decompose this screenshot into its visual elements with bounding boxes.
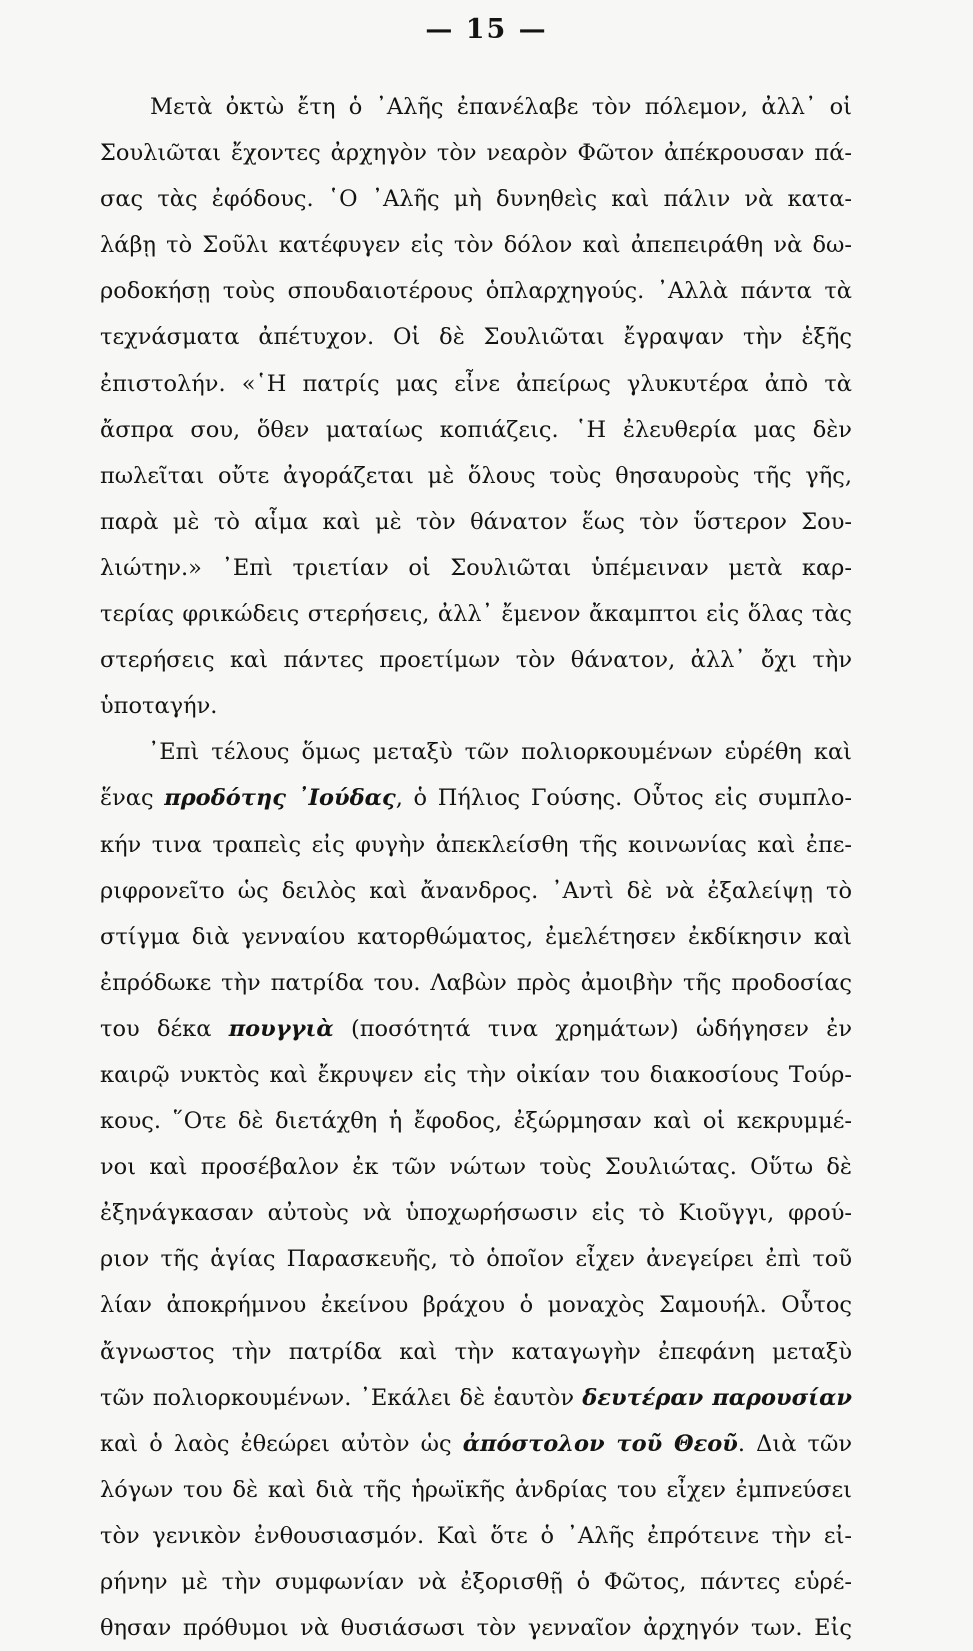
text-line: σας τὰς ἐφόδους. ῾Ο ᾽Αλῆς μὴ δυνηθεὶς καὶ πάλιν νὰ κατα- [100, 186, 852, 213]
text-line: ἕνας προδότης ᾽Ιούδας, ὁ Πήλιος Γούσης. Οὗτος εἰς συμπλο- [100, 785, 852, 812]
text-line: πωλεῖται οὔτε ἀγοράζεται μὲ ὅλους τοὺς θησαυροὺς τῆς γῆς, [100, 462, 852, 489]
text-line: καὶ ὁ λαὸς ἐθεώρει αὐτὸν ὡς ἀπόστολον τοῦ Θεοῦ. Διὰ τῶν [100, 1430, 852, 1457]
emphasis-text: προδότης ᾽Ιούδας [164, 785, 396, 812]
text-line: Σουλιῶται ἔχοντες ἀρχηγὸν τὸν νεαρὸν Φῶτον ἀπέκρουσαν πά- [100, 140, 852, 167]
text-line: Μετὰ ὀκτὼ ἔτη ὁ ᾽Αλῆς ἐπανέλαβε τὸν πόλεμον, ἀλλ᾽ οἱ [150, 94, 852, 120]
body-text [100, 84, 852, 1651]
text-line: ριφρονεῖτο ὡς δειλὸς καὶ ἄνανδρος. ᾽Αντὶ δὲ νὰ ἐξαλείψῃ τὸ [100, 877, 852, 904]
text-line: νοι καὶ προσέβαλον ἐκ τῶν νώτων τοὺς Σουλιώτας. Οὕτω δὲ [100, 1154, 852, 1181]
text-line: λιώτην.» ᾽Επὶ τριετίαν οἱ Σουλιῶται ὑπέμειναν μετὰ καρ- [100, 554, 852, 581]
text-line: στίγμα διὰ γενναίου κατορθώματος, ἐμελέτησεν ἐκδίκησιν καὶ [100, 923, 852, 950]
page-number: — 15 — [425, 14, 548, 45]
text-line: του δέκα πουγγιὰ (ποσότητά τινα χρημάτων) ὡδήγησεν ἐν [100, 1015, 852, 1042]
emphasis-text: δευτέραν παρουσίαν [582, 1384, 852, 1411]
text-line: ριον τῆς ἁγίας Παρασκευῆς, τὸ ὁποῖον εἶχεν ἀνεγείρει ἐπὶ τοῦ [100, 1246, 852, 1273]
text-line: ἄσπρα σου, ὅθεν ματαίως κοπιάζεις. ῾Η ἐλευθερία μας δὲν [100, 416, 852, 443]
text-line: ἐξηνάγκασαν αὐτοὺς νὰ ὑποχωρήσωσιν εἰς τὸ Κιοῦγγι, φρού- [100, 1200, 852, 1227]
text-line: τεχνάσματα ἀπέτυχον. Οἱ δὲ Σουλιῶται ἔγραψαν τὴν ἑξῆς [100, 324, 852, 351]
text-line: λίαν ἀποκρήμνου ἐκείνου βράχου ὁ μοναχὸς Σαμουήλ. Οὗτος [100, 1292, 852, 1319]
text-line: λόγων του δὲ καὶ διὰ τῆς ἡρωϊκῆς ἀνδρίας του εἶχεν ἐμπνεύσει [100, 1476, 852, 1503]
text-line: λάβῃ τὸ Σοῦλι κατέφυγεν εἰς τὸν δόλον καὶ ἀπεπειράθη νὰ δω- [100, 232, 852, 259]
text-line: ὑποταγήν. [100, 693, 218, 720]
text-line: ρήνην μὲ τὴν συμφωνίαν νὰ ἐξορισθῇ ὁ Φῶτος, πάντες εὑρέ- [100, 1569, 852, 1595]
text-line: τῶν πολιορκουμένων. ᾽Εκάλει δὲ ἑαυτὸν δευτέραν παρουσίαν [100, 1384, 852, 1411]
text-line: τερίας φρικώδεις στερήσεις, ἀλλ᾽ ἔμενον ἄκαμπτοι εἰς ὅλας τὰς [100, 601, 852, 628]
text-line: κήν τινα τραπεὶς εἰς φυγὴν ἀπεκλείσθη τῆς κοινωνίας καὶ ἐπε- [100, 831, 852, 858]
text-line: ροδοκήσῃ τοὺς σπουδαιοτέρους ὁπλαρχηγούς. ᾽Αλλὰ πάντα τὰ [100, 278, 852, 305]
text-line: ἐπιστολήν. «῾Η πατρίς μας εἶνε ἀπείρως γλυκυτέρα ἀπὸ τὰ [100, 370, 852, 397]
text-line: θησαν πρόθυμοι νὰ θυσιάσωσι τὸν γενναῖον ἀρχηγόν των. Εἰς [100, 1615, 852, 1642]
text-line: ᾽Επὶ τέλους ὅμως μεταξὺ τῶν πολιορκουμένων εὑρέθη καὶ [148, 739, 852, 766]
text-line: παρὰ μὲ τὸ αἷμα καὶ μὲ τὸν θάνατον ἕως τὸν ὕστερον Σου- [100, 508, 852, 535]
text-line: στερήσεις καὶ πάντες προετίμων τὸν θάνατον, ἀλλ᾽ ὄχι τὴν [100, 647, 852, 674]
emphasis-text: ἀπόστολον τοῦ Θεοῦ [462, 1430, 738, 1457]
text-line: τὸν γενικὸν ἐνθουσιασμόν. Καὶ ὅτε ὁ ᾽Αλῆς ἐπρότεινε τὴν εἰ- [100, 1522, 852, 1549]
text-line: κους. ῞Οτε δὲ διετάχθη ἡ ἔφοδος, ἐξώρμησαν καὶ οἱ κεκρυμμέ- [100, 1108, 852, 1135]
text-line: ἄγνωστος τὴν πατρίδα καὶ τὴν καταγωγὴν ἐπεφάνη μεταξὺ [100, 1338, 852, 1365]
text-line: καιρῷ νυκτὸς καὶ ἔκρυψεν εἰς τὴν οἰκίαν του διακοσίους Τούρ- [100, 1061, 852, 1088]
emphasis-text: πουγγιὰ [228, 1015, 334, 1042]
text-line: ἐπρόδωκε τὴν πατρίδα του. Λαβὼν πρὸς ἀμοιβὴν τῆς προδοσίας [100, 969, 852, 996]
